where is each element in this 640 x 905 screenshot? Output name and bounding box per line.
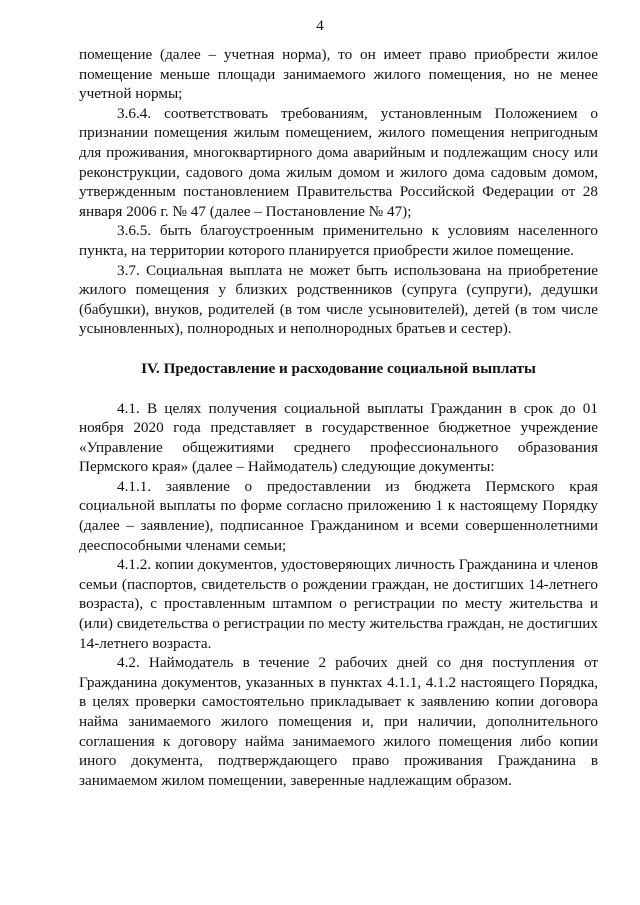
paragraph-4-1: 4.1. В целях получения социальной выплаты Гражданин в срок до 01 ноября 2020 года представляет в государственное бюджетное учреждение «Управление общежитиями среднего профессионального образования Пермского края» (далее – Наймодатель) следующие документы: xyxy=(79,399,598,476)
paragraph-continuation: помещение (далее – учетная норма), то он имеет право приобрести жилое помещение меньше площади занимаемого жилого помещения, но не менее учетной нормы; xyxy=(79,46,598,103)
paragraph-4-1-2: 4.1.2. копии документов, удостоверяющих личность Гражданина и членов семьи (паспортов, свидетельств о рождении граждан, не достигших 14-летнего возраста), с проставленным штампом о регистрации по месту жительства и (или) свидетельства о регистрации по месту жительства граждан, не достигших 14-летнего возраста. xyxy=(79,556,598,652)
paragraph-3-6-4: 3.6.4. соответствовать требованиям, установленным Положением о признании помещения жилым помещением, жилого помещения непригодным для проживания, многоквартирного дома аварийным и подлежащим сносу или реконструкции, садового дома жилым домом и жилого дома садовым домом, утвержденным постановлением Правительства Российской Федерации от 28 января 2006 г. № 47 (далее – Постановление № 47); xyxy=(79,104,598,220)
page-number: 4 xyxy=(316,18,324,34)
document-body xyxy=(79,45,598,790)
paragraph-4-1-1: 4.1.1. заявление о предоставлении из бюджета Пермского края социальной выплаты по форме согласно приложению 1 к настоящему Порядку (далее – заявление), подписанное Гражданином и всеми совершеннолетними дееспособными членами семьи; xyxy=(79,477,598,554)
paragraph-4-2: 4.2. Наймодатель в течение 2 рабочих дней со дня поступления от Гражданина документов, указанных в пунктах 4.1.1, 4.1.2 настоящего Порядка, в целях проверки самостоятельно прикладывает к заявлению копии договора найма занимаемого жилого помещения и, при наличии, дополнительного соглашения к договору найма занимаемого жилого помещения либо копии иного документа, подтверждающего право проживания Гражданина в занимаемом жилом помещении, заверенные надлежащим образом. xyxy=(79,654,598,789)
paragraph-3-6-5: 3.6.5. быть благоустроенным применительно к условиям населенного пункта, на территории которого планируется приобрести жилое помещение. xyxy=(79,222,598,259)
paragraph-3-7: 3.7. Социальная выплата не может быть использована на приобретение жилого помещения у близких родственников (супруга (супруги), дедушки (бабушки), внуков, родителей (в том числе усыновителей), детей (в том числе усыновленных), полнородных и неполнородных братьев и сестер). xyxy=(79,261,598,338)
section-heading: IV. Предоставление и расходование социальной выплаты xyxy=(141,359,536,377)
